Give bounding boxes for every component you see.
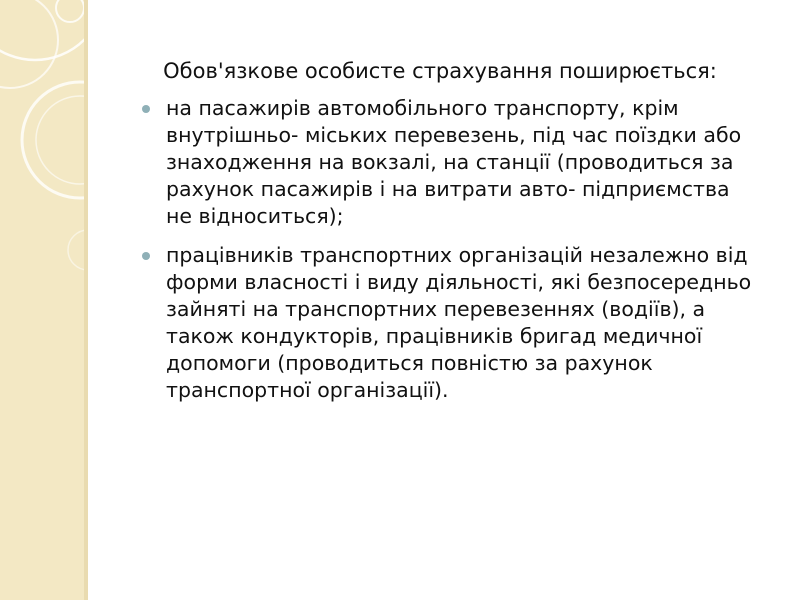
bullet-dot-icon: [142, 252, 150, 260]
bullet-item: [120, 95, 760, 230]
bullet-text: працівників транспортних організацій незалежно від форми власності і виду діяльності, які безпосередньо зайняті на транспортних перевезеннях (водіїв), а також кондукторів, працівників бригад медичної допомоги (проводиться повністю за рахунок транспортної організації).: [166, 243, 752, 402]
bullet-dot-icon: [142, 105, 150, 113]
bullet-text: на пасажирів автомобільного транспорту, крім внутрішньо- міських перевезень, під час поїздки або знаходження на вокзалі, на станції (проводиться за рахунок пасажирів і на витрати авто- підприємства не відноситься);: [166, 96, 742, 228]
slide-heading: Обов'язкове особисте страхування поширюється:: [163, 59, 717, 83]
slide-content: [120, 58, 760, 416]
decorative-side-panel: [0, 0, 88, 600]
panel-edge-stripe: [84, 0, 88, 600]
decorative-rings-graphic: [0, 0, 88, 600]
bullet-item: [120, 242, 760, 404]
bullet-list: [120, 95, 760, 404]
